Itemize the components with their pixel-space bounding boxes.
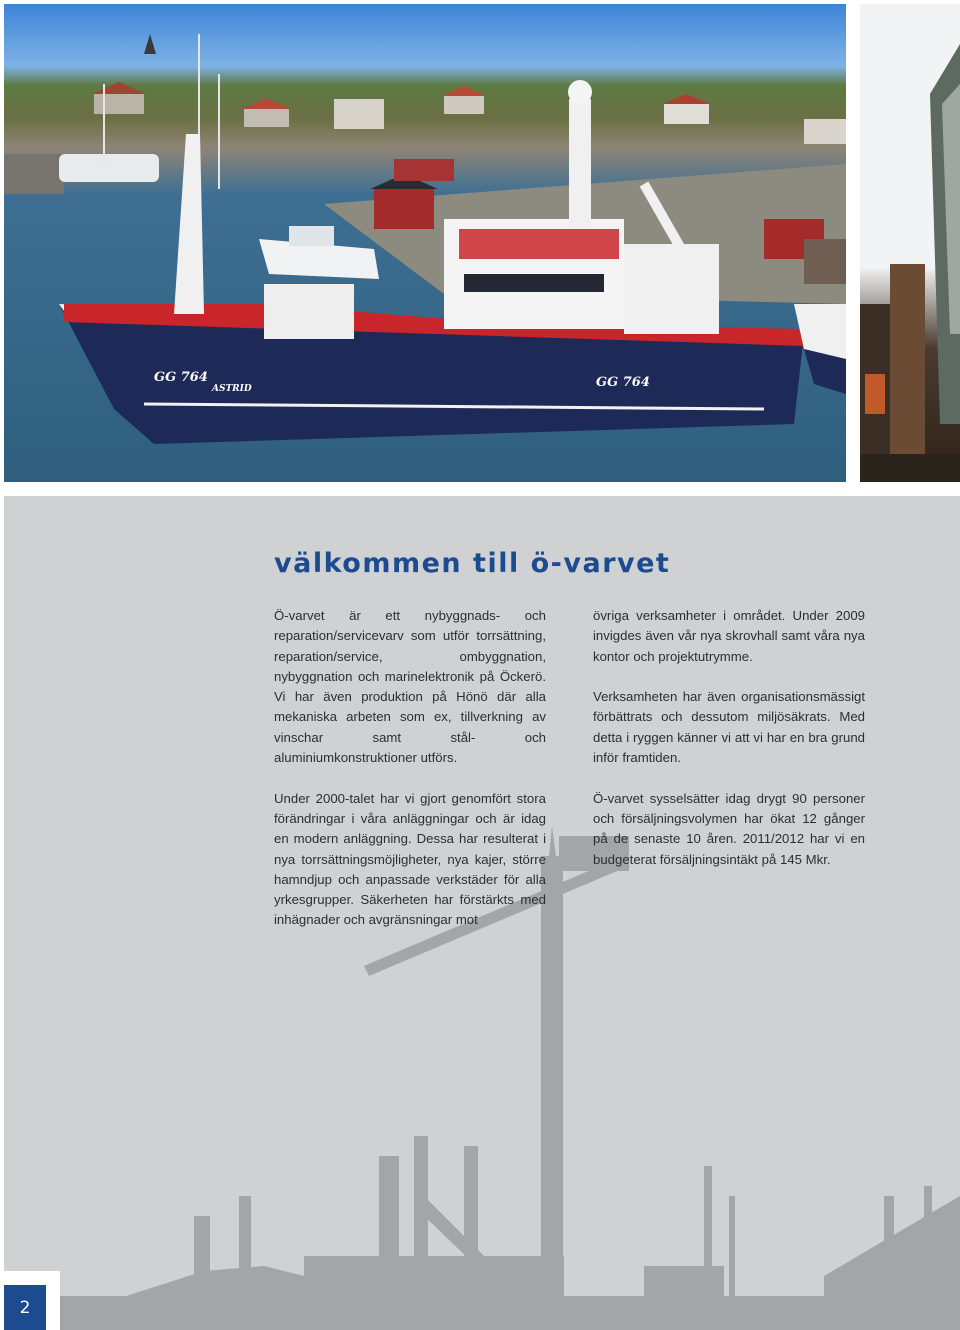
trawler-illustration [4, 4, 846, 482]
drydock-illustration [860, 4, 960, 482]
right-text-column [593, 606, 865, 890]
hull-marking-bow: GG 764 [154, 370, 208, 385]
harbor-photo [4, 4, 846, 482]
page-title: välkommen till ö-varvet [274, 548, 671, 579]
left-text-column [274, 606, 546, 951]
paragraph: Ö-varvet sysselsätter idag drygt 90 personer och försäljningsvolymen har ökat 12 gånger på de senaste 10 åren. 2011/2012 har vi en budgeterat försäljningsintäkt på 145 Mkr. [593, 790, 865, 867]
paragraph: Verksamheten har även organisationsmässigt förbättrats och dessutom miljösäkrats. Med detta i ryggen känner vi att vi har en bra grund inför framtiden. [593, 689, 865, 766]
hull-name: ASTRID [212, 384, 252, 394]
drydock-photo [860, 4, 960, 482]
paragraph: Ö-varvet är ett nybyggnads- och reparation/servicevarv som utför torrsättning, reparation/service, ombyggnation, nybyggnation och marinelektronik på Öckerö. Vi har även produktion på Hönö där alla mekaniska arbeten som ex, tillverkning av vinschar samt stål- och aluminiumkonstruktioner utförs. [274, 608, 546, 766]
page-number: 2 [4, 1285, 46, 1330]
paragraph: övriga verksamheter i området. Under 2009 invigdes även vår nya skrovhall samt våra nya kontor och projektutrymme. [593, 608, 865, 664]
hull-marking-side: GG 764 [596, 375, 650, 390]
paragraph: Under 2000-talet har vi gjort genomfört stora förändringar i våra anläggningar och är idag en modern anläggning. Dessa har resulterat i nya torrsättningsmöjligheter, nya kajer, större hamndjup och anpassade verkstäder för alla yrkesgrupper. Säkerheten har förstärkts med inhägnader och avgränsningar mot [274, 790, 546, 928]
